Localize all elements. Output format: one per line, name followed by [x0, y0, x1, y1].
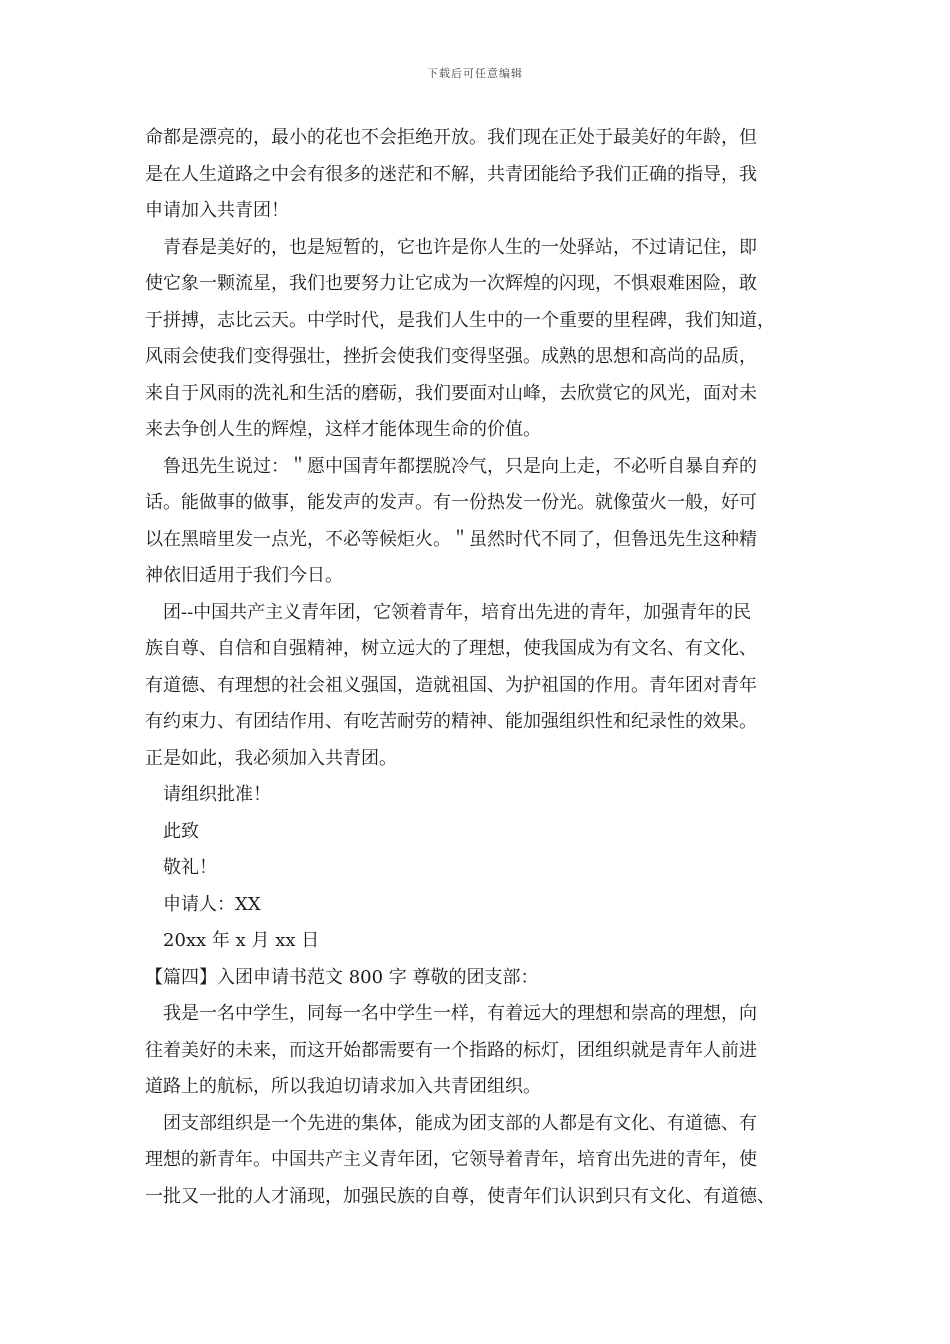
text-line: 青春是美好的，也是短暂的，它也许是你人生的一处驿站，不过请记住，即	[163, 236, 757, 258]
applicant-name: 申请人：XX	[163, 893, 261, 915]
text-line: 一批又一批的人才涌现，加强民族的自尊，使青年们认识到只有文化、有道德、	[145, 1185, 775, 1207]
text-line: 来自于风雨的洗礼和生活的磨砺，我们要面对山峰，去欣赏它的风光，面对未	[145, 382, 757, 404]
text-line: 鲁迅先生说过：＂愿中国青年都摆脱冷气，只是向上走，不必听自暴自弃的	[163, 455, 757, 477]
text-line: 于拼搏，志比云天。中学时代，是我们人生中的一个重要的里程碑，我们知道，	[145, 309, 775, 331]
text-line: 团--中国共产主义青年团，它领着青年，培育出先进的青年，加强青年的民	[163, 601, 752, 623]
text-line: 往着美好的未来，而这开始都需要有一个指路的标灯，团组织就是青年人前进	[145, 1039, 757, 1061]
text-line: 话。能做事的做事，能发声的发声。有一份热发一份光。就像萤火一般，好可	[145, 492, 757, 513]
closing-request: 请组织批准！	[163, 784, 271, 805]
text-line: 神依旧适用于我们今日。	[145, 565, 343, 586]
text-line: 使它象一颗流星，我们也要努力让它成为一次辉煌的闪现，不惧艰难困险，敢	[145, 273, 757, 294]
document-body	[145, 120, 825, 1215]
text-line: 道路上的航标，所以我迫切请求加入共青团组织。	[145, 1076, 541, 1097]
text-line: 有约束力、有团结作用、有吃苦耐劳的精神、能加强组织性和纪录性的效果。	[145, 711, 757, 732]
text-line: 族自尊、自信和自强精神，树立远大的了理想，使我国成为有文名、有文化、	[145, 638, 757, 659]
closing-salutation: 此致	[163, 820, 199, 842]
text-line: 团支部组织是一个先进的集体，能成为团支部的人都是有文化、有道德、有	[163, 1112, 757, 1134]
text-line: 来去争创人生的辉煌，这样才能体现生命的价值。	[145, 419, 541, 440]
application-date: 20xx 年 x 月 xx 日	[163, 930, 320, 951]
section-heading: 【篇四】入团申请书范文 800 字 尊敬的团支部：	[145, 966, 539, 988]
page-header: 下载后可任意编辑	[427, 67, 523, 80]
text-line: 理想的新青年。中国共产主义青年团，它领导着青年，培育出先进的青年，使	[145, 1149, 757, 1170]
closing-regards: 敬礼！	[163, 857, 217, 878]
text-line: 我是一名中学生，同每一名中学生一样，有着远大的理想和崇高的理想，向	[163, 1003, 757, 1024]
text-line: 有道德、有理想的社会祖义强国，造就祖国、为护祖国的作用。青年团对青年	[145, 674, 757, 696]
text-line: 以在黑暗里发一点光，不必等候炬火。＂虽然时代不同了，但鲁迅先生这种精	[145, 528, 757, 550]
text-line: 命都是漂亮的，最小的花也不会拒绝开放。我们现在正处于最美好的年龄，但	[145, 127, 757, 148]
text-line: 风雨会使我们变得强壮，挫折会使我们变得坚强。成熟的思想和高尚的品质，	[145, 346, 757, 367]
text-line: 正是如此，我必须加入共青团。	[145, 747, 397, 769]
text-line: 是在人生道路之中会有很多的迷茫和不解，共青团能给予我们正确的指导，我	[145, 163, 757, 185]
text-line: 申请加入共青团！	[145, 200, 289, 221]
